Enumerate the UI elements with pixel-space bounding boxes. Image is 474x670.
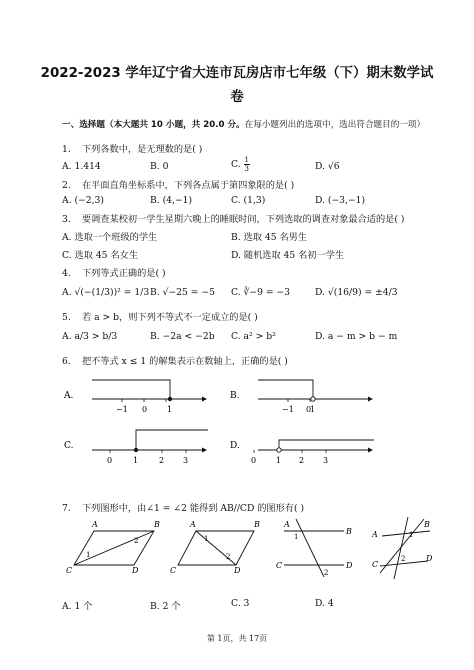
q4-option-d: D. √(16/9) = ±4/3 xyxy=(315,287,398,298)
endpoint-solid xyxy=(134,448,138,452)
question-3 xyxy=(62,211,404,225)
tick-label: 0 xyxy=(107,456,113,465)
number-line-d xyxy=(230,440,374,465)
tick-label: 2 xyxy=(159,456,165,465)
q5-option-c: C. a² > b² xyxy=(231,331,276,342)
endpoint-hollow xyxy=(277,448,281,452)
number-line-c xyxy=(64,430,208,465)
tick-label: 0 xyxy=(306,405,312,414)
point-label: B xyxy=(154,520,160,529)
question-5 xyxy=(62,309,258,323)
question-number: 4. xyxy=(62,268,71,279)
tick-label: 1 xyxy=(276,456,282,465)
question-1 xyxy=(62,141,202,155)
q3-option-a: A. 选取一个班级的学生 xyxy=(62,232,158,243)
angle-label: 2 xyxy=(134,537,139,545)
point-label: D xyxy=(426,554,432,563)
q7-option-d: D. 4 xyxy=(315,598,334,609)
q3-option-b: B. 选取 45 名男生 xyxy=(231,232,308,243)
solution-ray xyxy=(279,440,374,448)
fraction xyxy=(244,156,250,173)
question-stem: 若 a > b，则下列不等式不一定成立的是( ) xyxy=(82,312,258,323)
point-label: B xyxy=(254,520,260,529)
question-7 xyxy=(62,500,304,514)
q4-option-c: C. ∛−9 = −3 xyxy=(231,287,291,298)
question-number: 3. xyxy=(62,214,71,225)
question-number: 5. xyxy=(62,312,71,323)
tick-label: 1 xyxy=(133,456,139,465)
point-label: C xyxy=(372,560,379,569)
point-label: A xyxy=(372,530,378,539)
point-label: D xyxy=(346,561,353,570)
point-label: A xyxy=(190,520,196,529)
tick-label: 3 xyxy=(323,456,329,465)
fraction-numerator: 1 xyxy=(244,156,250,164)
angle-label: 1 xyxy=(204,535,209,543)
solution-ray xyxy=(92,380,170,399)
angle-label: 1 xyxy=(294,533,299,541)
point-label: B xyxy=(424,520,430,529)
option-label: A. xyxy=(64,391,74,401)
q5-option-a: A. a/3 > b/3 xyxy=(62,331,118,342)
exam-title-line2: 卷 xyxy=(230,90,244,105)
q7-option-c: C. 3 xyxy=(231,598,250,609)
q2-option-a: A. (−2,3) xyxy=(62,195,104,206)
option-label: D. xyxy=(230,441,240,451)
question-number: 1. xyxy=(62,144,71,155)
option-label: C. xyxy=(64,441,74,451)
fraction-denominator: 3 xyxy=(244,165,250,173)
tick-label: 1 xyxy=(167,405,173,414)
point-label: B xyxy=(346,527,352,536)
point-label: D xyxy=(234,566,241,575)
tick-label: 0 xyxy=(251,456,257,465)
q5-option-d: D. a − m > b − m xyxy=(315,331,398,342)
geometry-figure-a xyxy=(66,520,160,575)
angle-label: 1 xyxy=(409,531,414,539)
angle-label: 1 xyxy=(86,551,91,559)
q2-option-d: D. (−3,−1) xyxy=(315,195,366,206)
tick-label: 1 xyxy=(310,405,316,414)
question-6 xyxy=(62,353,288,367)
tick-label: 0 xyxy=(142,405,148,414)
q1-option-a: A. 1.414 xyxy=(62,161,101,172)
point-label: A xyxy=(284,520,290,529)
tick-label: −1 xyxy=(116,405,128,414)
option-label: C. xyxy=(231,159,241,170)
question-stem: 把不等式 x ≤ 1 的解集表示在数轴上，正确的是( ) xyxy=(82,356,288,367)
point-label: A xyxy=(92,520,98,529)
number-line-b xyxy=(230,380,373,414)
section-label: 一、选择题（本大题共 10 小题，共 20.0 分。 xyxy=(62,120,245,130)
angle-label: 2 xyxy=(401,555,406,563)
q3-option-d: D. 随机选取 45 名初一学生 xyxy=(231,250,345,261)
geometry-figures xyxy=(62,515,432,595)
geometry-figure-b xyxy=(170,520,260,575)
q1-option-d: D. √6 xyxy=(315,161,340,172)
option-label: B. xyxy=(230,391,240,401)
q4-option-b: B. √−25 = −5 xyxy=(150,287,215,298)
question-stem: 下列各数中，是无理数的是( ) xyxy=(82,144,203,155)
point-label: C xyxy=(66,566,73,575)
point-label: D xyxy=(132,566,139,575)
q3-option-c: C. 选取 45 名女生 xyxy=(62,250,139,261)
q7-option-a: A. 1 个 xyxy=(62,601,93,612)
number-line-a xyxy=(63,380,207,414)
number-line-figures xyxy=(62,370,422,480)
endpoint-hollow xyxy=(311,397,315,401)
tick-label: 2 xyxy=(299,456,305,465)
question-number: 6. xyxy=(62,356,71,367)
solution-ray xyxy=(136,430,208,450)
angle-label: 2 xyxy=(226,553,231,561)
tick-label: −1 xyxy=(282,405,294,414)
question-stem: 下列等式正确的是( ) xyxy=(82,268,166,279)
q1-option-c xyxy=(231,156,250,173)
question-number: 7. xyxy=(62,503,71,514)
geometry-figure-d xyxy=(371,517,432,579)
q4-option-a: A. √(−(1/3))² = 1/3 xyxy=(62,287,150,298)
solution-ray xyxy=(258,380,313,397)
geometry-figure-c xyxy=(276,519,353,577)
question-number: 2. xyxy=(62,180,71,191)
q7-option-b: B. 2 个 xyxy=(150,601,181,612)
section-desc: 在每小题列出的选项中，选出符合题目的一项） xyxy=(244,120,426,130)
point-label: C xyxy=(276,561,283,570)
q1-option-b: B. 0 xyxy=(150,161,169,172)
question-4 xyxy=(62,265,166,279)
question-stem: 要调查某校初一学生星期六晚上的睡眠时间，下列选取的调查对象最合适的是( ) xyxy=(82,214,405,225)
section-heading xyxy=(62,118,425,130)
angle-label: 2 xyxy=(324,569,329,577)
q2-option-b: B. (4,−1) xyxy=(150,195,193,206)
tick-label: 3 xyxy=(183,456,189,465)
question-2 xyxy=(62,177,294,191)
question-stem: 在平面直角坐标系中，下列各点属于第四象限的是( ) xyxy=(82,180,295,191)
exam-title-line1: 2022-2023 学年辽宁省大连市瓦房店市七年级（下）期末数学试 xyxy=(40,66,434,81)
q5-option-b: B. −2a < −2b xyxy=(150,331,215,342)
axis-arrow xyxy=(202,397,207,402)
question-stem: 下列图形中，由∠1 = ∠2 能得到 AB//CD 的图形有( ) xyxy=(82,503,305,514)
endpoint-solid xyxy=(168,397,172,401)
point-label: C xyxy=(170,566,177,575)
q2-option-c: C. (1,3) xyxy=(231,195,266,206)
page-footer: 第 1页，共 17页 xyxy=(206,634,268,643)
